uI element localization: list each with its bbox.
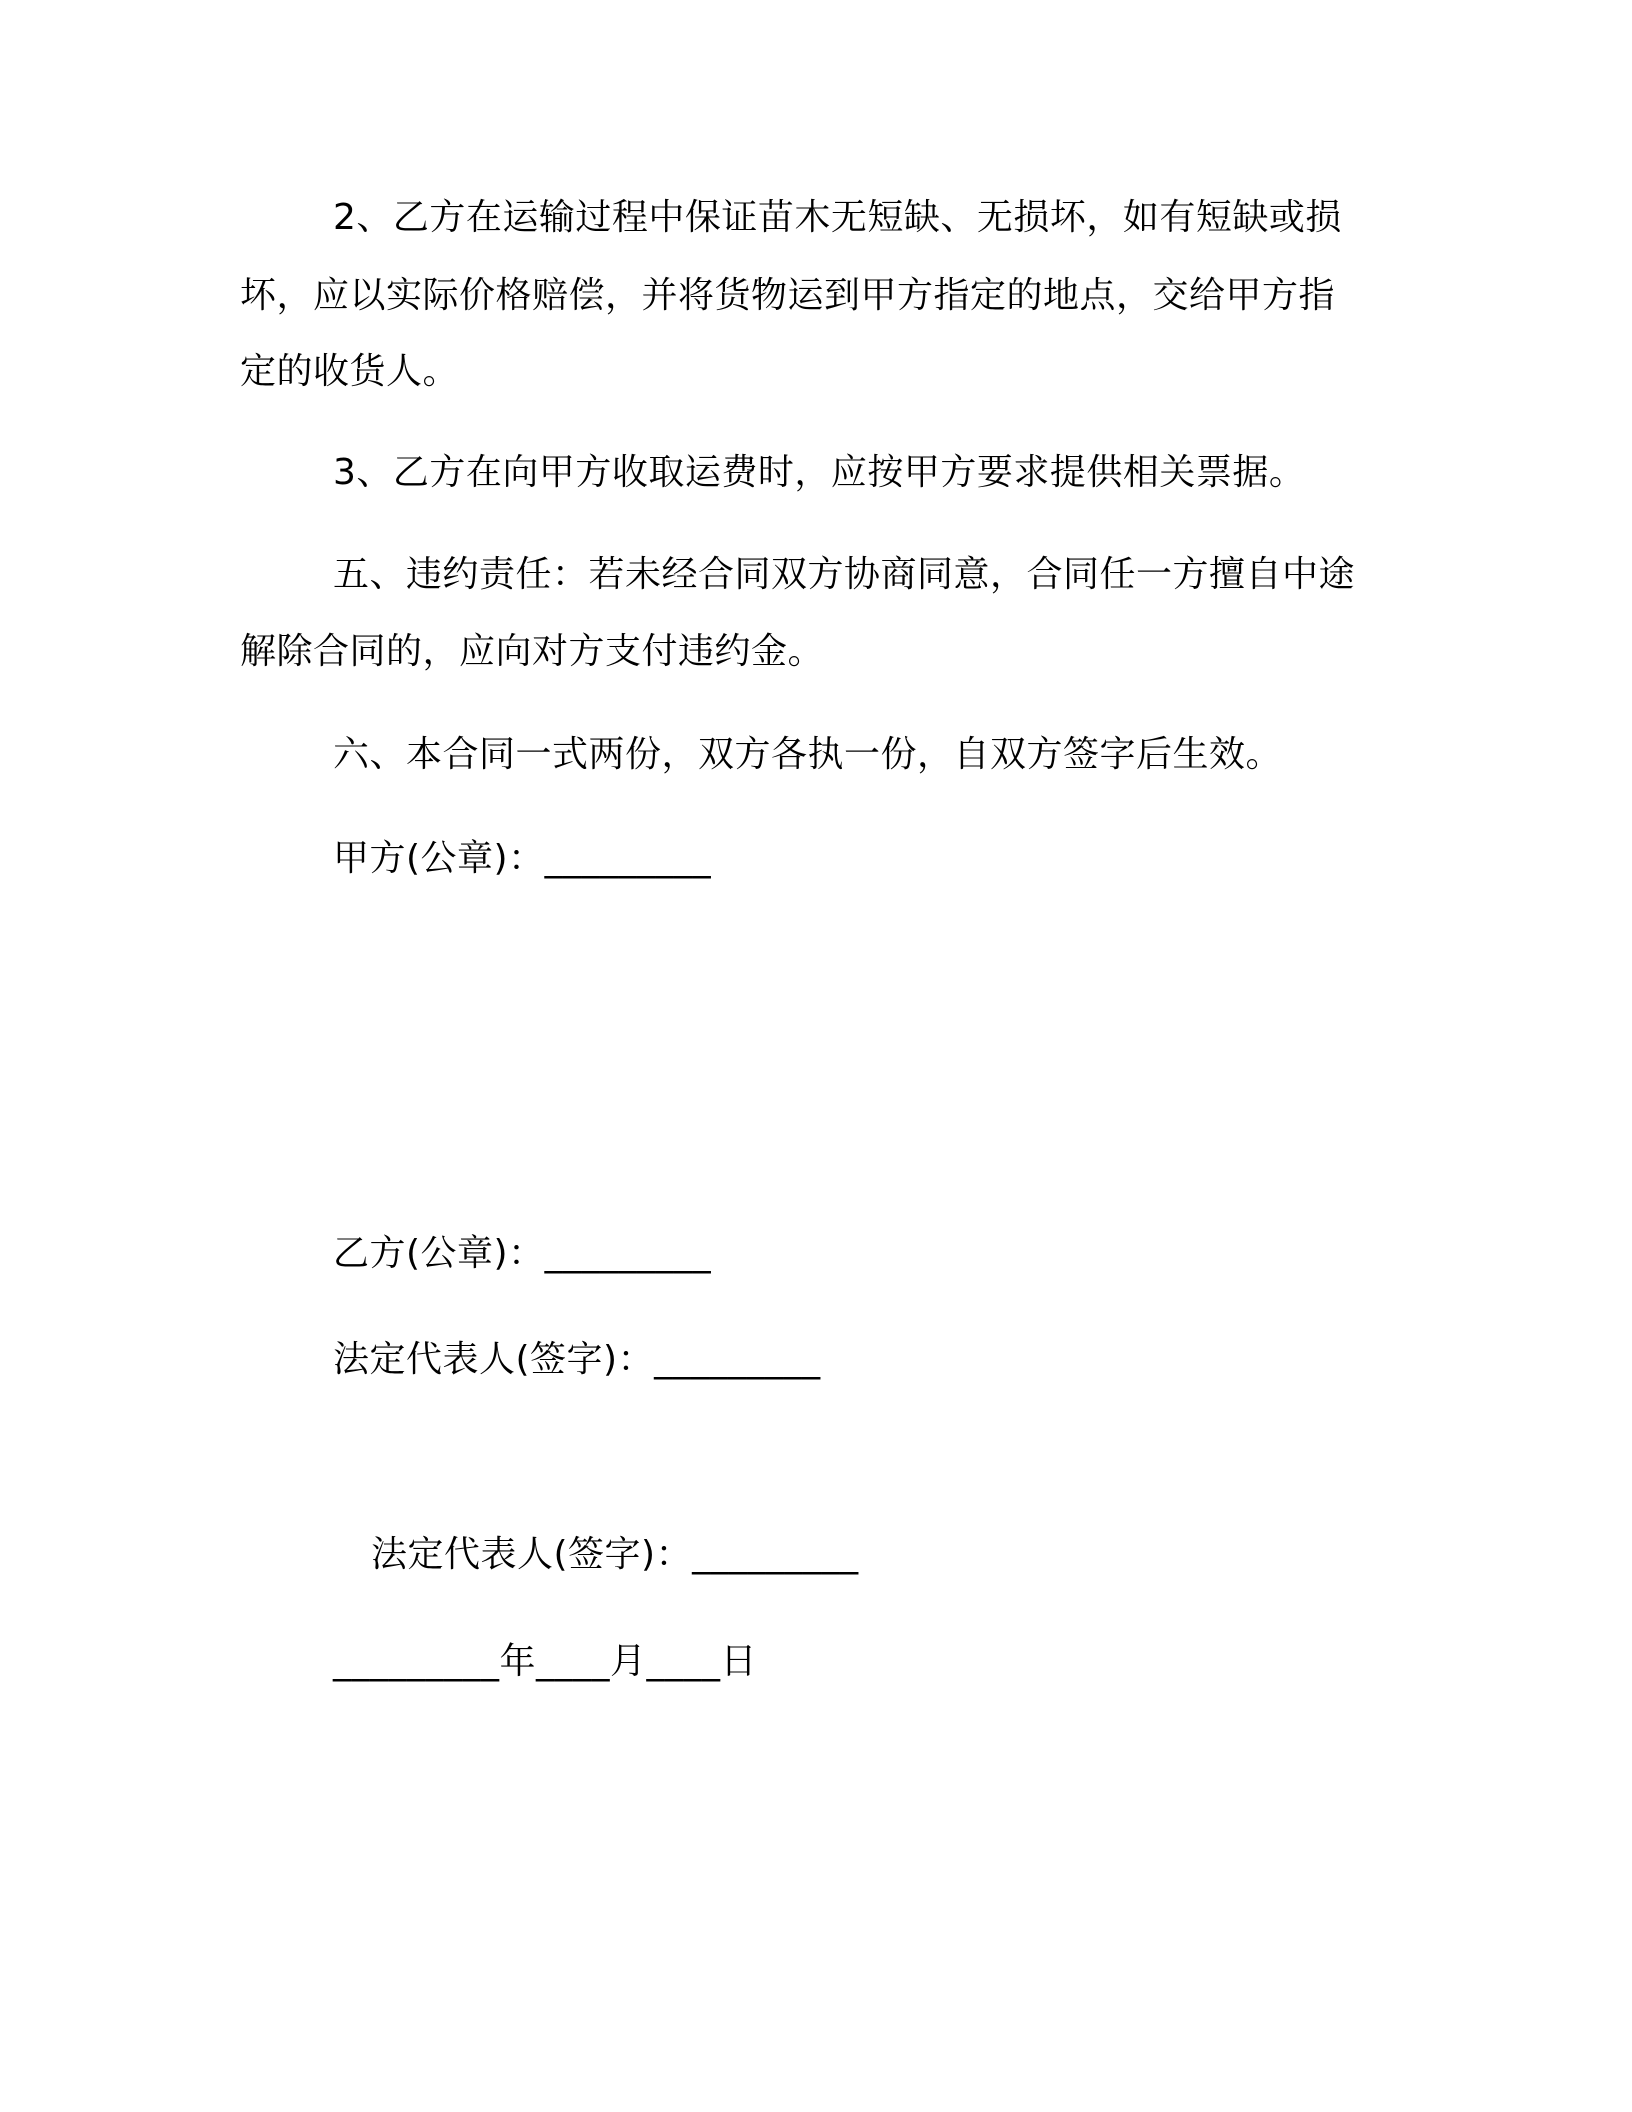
signing-date: _________年____月____日 <box>333 1641 757 1682</box>
party-a-seal: 甲方(公章)：_________ <box>333 838 712 879</box>
clause-3-line-1: 3、乙方在向甲方收取运费时，应按甲方要求提供相关票据。 <box>333 452 1306 493</box>
legal-rep-signature-2: 法定代表人(签字)：_________ <box>371 1534 859 1575</box>
clause-5-line-1: 五、违约责任：若未经合同双方协商同意，合同任一方擅自中途 <box>333 554 1356 595</box>
clause-5-line-2: 解除合同的，应向对方支付违约金。 <box>240 631 825 672</box>
legal-rep-signature-1: 法定代表人(签字)：_________ <box>333 1339 821 1380</box>
clause-2-line-3: 定的收货人。 <box>240 351 460 392</box>
clause-2-line-1: 2、乙方在运输过程中保证苗木无短缺、无损坏，如有短缺或损 <box>333 197 1342 238</box>
clause-2-line-2: 坏，应以实际价格赔偿，并将货物运到甲方指定的地点，交给甲方指 <box>240 275 1336 316</box>
party-b-seal: 乙方(公章)：_________ <box>333 1233 712 1274</box>
clause-6-line-1: 六、本合同一式两份，双方各执一份，自双方签字后生效。 <box>333 734 1283 775</box>
